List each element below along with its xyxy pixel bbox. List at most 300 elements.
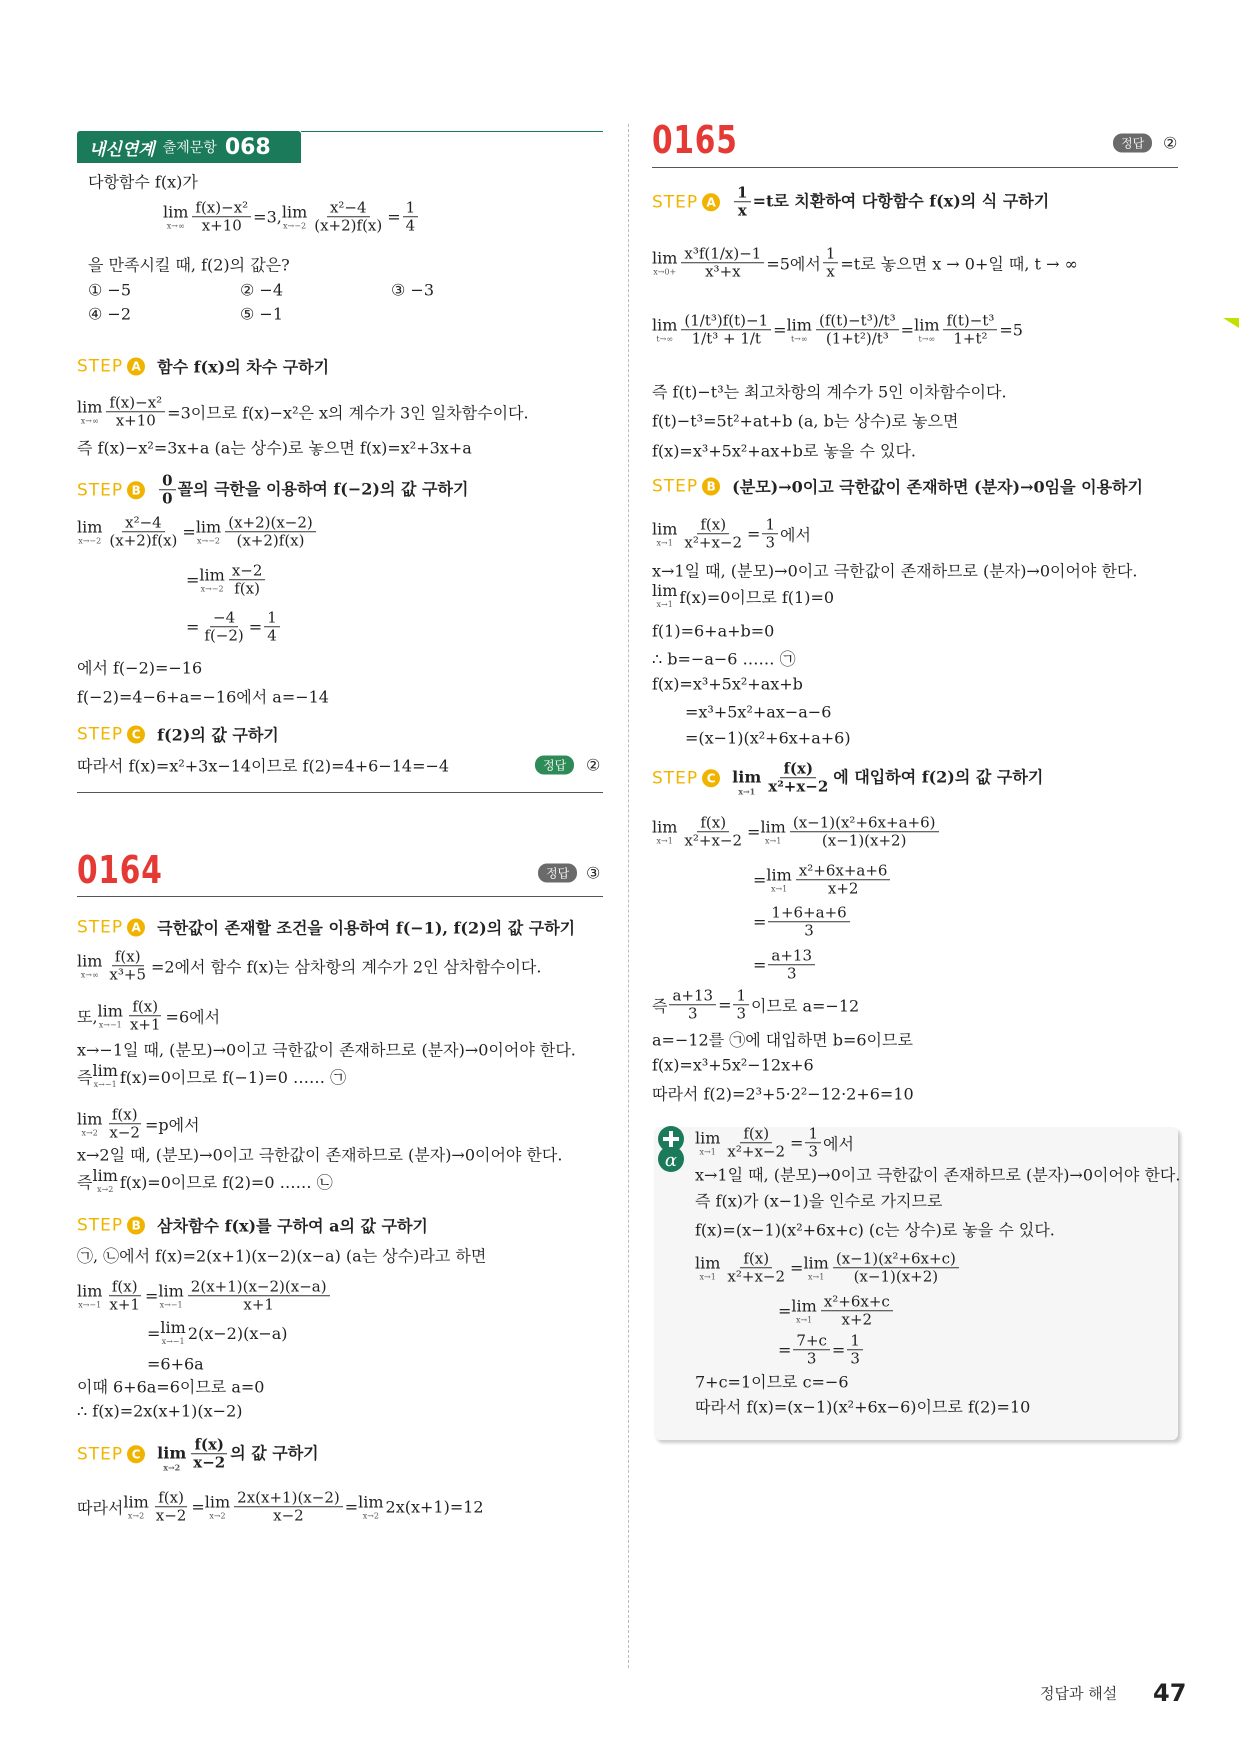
limit-operator xyxy=(791,1298,816,1324)
numerator: f(x)−x² xyxy=(106,394,165,412)
limit-operator xyxy=(695,1130,720,1156)
numerator: f(x) xyxy=(109,1106,141,1124)
text-run: = xyxy=(900,320,915,340)
step-label: STEP xyxy=(652,476,699,496)
limit-subscript: t→∞ xyxy=(656,334,673,343)
fraction xyxy=(796,862,891,898)
step-label: STEP xyxy=(77,1215,124,1235)
text-run: =3, xyxy=(253,207,282,227)
denominator: 3 xyxy=(736,1004,747,1023)
text-run: = xyxy=(144,1286,159,1306)
numerator: 1 xyxy=(805,1125,821,1143)
limit-subscript: x→2 xyxy=(97,1185,114,1194)
limit-operator xyxy=(760,819,785,845)
section-divider xyxy=(77,792,603,793)
solution-line xyxy=(695,1250,961,1286)
solution-line xyxy=(77,1106,200,1142)
lim-word: lim xyxy=(803,1253,829,1272)
answer-badge: 정답 xyxy=(1113,134,1152,153)
fraction xyxy=(790,814,939,850)
text-run: = xyxy=(344,1497,359,1517)
limit-operator xyxy=(160,1320,185,1346)
solution-line xyxy=(695,1125,854,1161)
limit-operator xyxy=(358,1494,383,1520)
limit-subscript: x→0+ xyxy=(653,267,677,276)
numerator: x²+6x+a+6 xyxy=(796,862,891,880)
lim-word: lim xyxy=(281,202,308,221)
step-letter-B: B xyxy=(127,1216,145,1234)
numerator: f(x) xyxy=(191,1436,227,1454)
step-title xyxy=(157,916,575,939)
numerator: 1 xyxy=(823,245,839,263)
limit-subscript: x→1 xyxy=(699,1147,716,1156)
lim-word: lim xyxy=(77,517,103,536)
problem-number-0165: 0165 xyxy=(652,118,738,162)
numerator: f(x) xyxy=(129,998,161,1016)
solution-line xyxy=(652,1056,814,1075)
limit-subscript: x→−1 xyxy=(98,1020,122,1029)
solution-line xyxy=(652,987,859,1023)
solution-line xyxy=(695,1163,1180,1186)
denominator: 3 xyxy=(806,1349,817,1368)
numerator: 1 xyxy=(403,199,419,217)
text-run: = xyxy=(186,570,200,590)
step-title xyxy=(157,1214,428,1237)
text-run: 2x(x+1)=12 xyxy=(385,1497,484,1517)
numerator: x²−4 xyxy=(327,199,370,217)
denominator: x²+x−2 xyxy=(768,777,829,796)
limit-operator xyxy=(652,521,677,547)
step-title xyxy=(157,723,279,746)
step-label: STEP xyxy=(77,917,124,937)
lim-word: lim xyxy=(695,1253,721,1272)
lim-word: lim xyxy=(92,1166,118,1185)
text-run: 즉 xyxy=(77,1172,93,1192)
numerator: (1/t³)f(t)−1 xyxy=(681,312,771,330)
solution-line xyxy=(685,703,831,722)
text-run: f(x)=0이므로 f(2)=0 …… ㉡ xyxy=(119,1172,333,1192)
limit-subscript: x→2 xyxy=(163,1462,181,1473)
solution-line xyxy=(77,394,529,430)
fraction xyxy=(821,1293,893,1329)
denominator: x−2 xyxy=(109,1123,140,1142)
numerator: 2(x+1)(x−2)(x−a) xyxy=(188,1278,330,1296)
text-run: 극한값이 존재할 조건을 이용하여 f(−1), f(2)의 값 구하기 xyxy=(157,918,576,938)
solution-line xyxy=(186,609,282,645)
numerator: (x−1)(x²+6x+c) xyxy=(833,1250,959,1268)
text-run: 다항함수 f(x)가 xyxy=(88,172,198,192)
numerator: (x+2)(x−2) xyxy=(225,514,316,532)
text-run: f(x)=x³+5x²+ax+b xyxy=(652,674,803,694)
denominator: x−2 xyxy=(155,1506,187,1525)
text-run: = xyxy=(773,320,787,340)
step-heading xyxy=(77,723,279,746)
step-title xyxy=(157,472,468,508)
text-run: 이때 6+6a=6이므로 a=0 xyxy=(77,1377,265,1397)
step-letter-C: C xyxy=(127,725,145,743)
limit-subscript: t→∞ xyxy=(790,334,808,343)
text-run: = xyxy=(248,617,263,637)
fraction xyxy=(816,312,899,348)
fraction xyxy=(681,245,764,281)
solution-line xyxy=(695,1395,1030,1418)
numerator: −4 xyxy=(210,609,238,627)
column-divider xyxy=(628,124,629,1668)
text-run: = xyxy=(747,524,761,544)
text-run: 따라서 f(2)=2³+5·2²−12·2+6=10 xyxy=(652,1084,914,1104)
numerator: f(x) xyxy=(112,948,144,966)
lim-word: lim xyxy=(157,1443,187,1463)
solution-line xyxy=(77,1278,332,1314)
lim-word: lim xyxy=(652,581,678,600)
header-number: 068 xyxy=(224,134,271,160)
text-run: f(x)=0이므로 f(−1)=0 …… ㉠ xyxy=(119,1067,347,1087)
lim-word: lim xyxy=(766,865,792,884)
limit-operator xyxy=(205,1494,230,1520)
solution-line xyxy=(695,1218,1055,1241)
denominator: 4 xyxy=(405,216,416,235)
text-run: 에서 f(−2)=−16 xyxy=(77,658,203,678)
limit-operator xyxy=(787,317,812,343)
text-run: 2(x−2)(x−a) xyxy=(187,1323,288,1343)
fraction xyxy=(847,1332,863,1368)
denominator: f(x) xyxy=(234,579,260,598)
denominator: (1+t²)/t³ xyxy=(825,329,889,348)
numerator: x²+6x+c xyxy=(821,1293,893,1311)
numerator: f(x)−x² xyxy=(192,199,251,217)
limit-operator xyxy=(77,399,102,425)
solution-line xyxy=(77,1244,486,1267)
fraction xyxy=(768,947,815,983)
limit-subscript: x→−2 xyxy=(283,221,307,230)
limit-subscript: x→1 xyxy=(699,1272,716,1281)
solution-line xyxy=(652,814,941,850)
fraction xyxy=(188,1278,330,1314)
text-run: = xyxy=(778,1340,792,1360)
step-label: STEP xyxy=(652,192,699,212)
numerator: f(x) xyxy=(780,760,816,778)
text-run: = xyxy=(790,1258,804,1278)
text-run: 7+c=1이므로 c=−6 xyxy=(695,1372,849,1392)
text-run: =5 xyxy=(999,320,1023,340)
fraction xyxy=(724,1250,788,1286)
numerator: x²−4 xyxy=(122,514,165,532)
lim-word: lim xyxy=(652,248,678,267)
solution-line xyxy=(147,1320,288,1346)
text-run: 즉 f(t)−t³는 최고차항의 계수가 5인 이차함수이다. xyxy=(652,382,1007,402)
limit-subscript: x→1 xyxy=(764,836,782,845)
limit-subscript: x→∞ xyxy=(166,221,185,230)
fraction xyxy=(127,998,164,1034)
denominator: 3 xyxy=(808,1142,818,1161)
solution-line xyxy=(163,199,420,235)
solution-line xyxy=(77,656,202,679)
limit-subscript: x→−2 xyxy=(78,536,102,545)
text-run: 이므로 a=−12 xyxy=(751,996,860,1016)
text-run: 즉 xyxy=(652,996,668,1016)
lim-word: lim xyxy=(163,202,189,221)
limit-subscript: x→1 xyxy=(807,1272,825,1281)
fraction xyxy=(681,516,745,552)
limit-subscript: x→−1 xyxy=(93,1080,117,1089)
limit-operator xyxy=(914,317,939,343)
fraction xyxy=(833,1250,959,1286)
denominator: x²+x−2 xyxy=(684,533,743,552)
text-run: =3이므로 f(x)−x²은 x의 계수가 3인 일차함수이다. xyxy=(167,403,529,423)
denominator: (x−1)(x+2) xyxy=(821,831,907,850)
numerator: f(x) xyxy=(697,516,729,534)
numerator: x−2 xyxy=(229,562,266,580)
step-letter-B: B xyxy=(127,481,145,499)
text-run: f(2)의 값 구하기 xyxy=(157,725,279,745)
fraction xyxy=(106,514,180,550)
lim-word: lim xyxy=(652,519,678,538)
text-run: = xyxy=(790,1133,804,1153)
text-run: f(−2)=4−6+a=−16에서 a=−14 xyxy=(77,687,329,707)
lim-word: lim xyxy=(158,1281,184,1300)
text-run: =5에서 xyxy=(766,254,821,274)
denominator: 1+t² xyxy=(953,329,988,348)
denominator: 3 xyxy=(850,1349,860,1368)
solution-line xyxy=(753,904,852,940)
header-sub: 출제문항 xyxy=(162,140,217,156)
answer-badge: 정답 xyxy=(538,864,577,883)
limit-subscript: x→−1 xyxy=(78,1300,102,1309)
solution-line xyxy=(652,439,916,462)
fraction xyxy=(192,199,251,235)
fraction xyxy=(201,609,246,645)
limit-subscript: x→1 xyxy=(770,884,788,893)
step-letter-A: A xyxy=(127,918,145,936)
denominator: x+10 xyxy=(115,411,156,430)
denominator: 3 xyxy=(786,964,797,983)
solution-line xyxy=(88,170,198,193)
solution-line xyxy=(652,583,834,609)
step-heading xyxy=(77,1436,319,1472)
denominator: x+1 xyxy=(243,1295,274,1314)
denominator: x+10 xyxy=(201,216,242,235)
limit-operator xyxy=(652,250,677,276)
answer-value: ② xyxy=(1163,133,1178,153)
denominator: x³+x xyxy=(705,262,741,281)
solution-line xyxy=(652,312,1023,348)
plus-alpha-icon xyxy=(655,1125,687,1173)
solution-line xyxy=(77,1038,576,1061)
limit-operator xyxy=(652,317,677,343)
denominator: (x+2)f(x) xyxy=(314,216,383,235)
lim-word: lim xyxy=(160,1318,186,1337)
step-letter-A: A xyxy=(702,193,720,211)
text-run: x→1일 때, (분모)→0이고 극한값이 존재하므로 (분자)→0이어야 한다. xyxy=(695,1165,1181,1185)
page-number: 47 xyxy=(1153,1679,1187,1707)
limit-subscript: x→1 xyxy=(656,538,673,547)
text-run: 에 대입하여 f(2)의 값 구하기 xyxy=(833,767,1044,787)
denominator: x−2 xyxy=(193,1453,226,1472)
text-run: = xyxy=(778,1301,792,1321)
text-run: 의 값 구하기 xyxy=(230,1443,319,1463)
step-title xyxy=(732,184,1049,220)
denominator: x²+x−2 xyxy=(727,1267,786,1286)
limit-operator xyxy=(766,867,791,893)
numerator: 1 xyxy=(264,609,280,627)
numerator: 1 xyxy=(733,987,749,1005)
text-run: x→−1일 때, (분모)→0이고 극한값이 존재하므로 (분자)→0이어야 한다. xyxy=(77,1040,576,1060)
solution-line xyxy=(778,1293,895,1329)
text-run: =t로 놓으면 x → 0+일 때, t → ∞ xyxy=(840,254,1078,274)
text-run: x→1일 때, (분모)→0이고 극한값이 존재하므로 (분자)→0이어야 한다. xyxy=(652,561,1138,581)
numerator: (f(t)−t³)/t³ xyxy=(816,312,899,330)
limit-operator xyxy=(98,1003,123,1029)
source-header-bar xyxy=(77,131,301,163)
fraction xyxy=(264,609,280,645)
denominator: 4 xyxy=(267,626,277,645)
limit-operator xyxy=(77,1283,102,1309)
text-run: =6에서 xyxy=(165,1007,221,1027)
numerator: x³f(1/x)−1 xyxy=(681,245,764,263)
solution-line xyxy=(77,1063,346,1089)
solution-line xyxy=(778,1332,865,1368)
solution-line xyxy=(652,380,1007,403)
answer-badge: 정답 xyxy=(535,756,574,775)
solution-line xyxy=(652,675,803,694)
solution-line xyxy=(652,647,796,670)
text-run: ∴ b=−a−6 …… ㉠ xyxy=(652,649,796,669)
denominator: (x+2)f(x) xyxy=(236,531,305,550)
step-heading xyxy=(652,184,1049,220)
step-title xyxy=(157,355,329,378)
text-run: =x³+5x²+ax−a−6 xyxy=(685,702,832,722)
lim-word: lim xyxy=(204,1492,231,1511)
lim-word: lim xyxy=(358,1492,384,1511)
solution-line xyxy=(77,754,449,777)
answer-value: ③ xyxy=(586,863,601,883)
text-run: 즉 f(x)가 (x−1)을 인수로 가지므로 xyxy=(695,1191,943,1211)
limit-operator xyxy=(77,953,102,979)
limit-subscript: x→2 xyxy=(209,1511,226,1520)
solution-line xyxy=(77,998,220,1034)
step-label: STEP xyxy=(652,768,699,788)
limit-operator xyxy=(92,1168,117,1194)
denominator: x+1 xyxy=(109,1295,140,1314)
numerator: f(x) xyxy=(109,1278,141,1296)
limit-subscript: x→1 xyxy=(738,786,756,797)
fraction xyxy=(765,760,831,796)
limit-operator xyxy=(199,567,224,593)
limit-subscript: x→1 xyxy=(656,836,673,845)
text-run: x→2일 때, (분모)→0이고 극한값이 존재하므로 (분자)→0이어야 한다. xyxy=(77,1145,563,1165)
step-title xyxy=(732,760,1043,796)
footer-label: 정답과 해설 xyxy=(1040,1684,1118,1703)
step-heading xyxy=(77,1214,428,1237)
fraction xyxy=(106,1106,143,1142)
fraction xyxy=(762,516,778,552)
lim-word: lim xyxy=(195,517,222,536)
lim-word: lim xyxy=(97,1001,123,1020)
denominator: 1/t³ + 1/t xyxy=(691,329,761,348)
choice-2: ② −4 xyxy=(240,280,284,300)
solution-line xyxy=(77,436,472,459)
step-letter-C: C xyxy=(702,769,720,787)
text-run: 함수 f(x)의 차수 구하기 xyxy=(157,357,330,377)
step-heading xyxy=(77,916,575,939)
limit-operator xyxy=(158,1283,183,1309)
numerator: 0 xyxy=(159,472,175,490)
step-heading xyxy=(77,355,329,378)
numerator: (x−1)(x²+6x+a+6) xyxy=(790,814,939,832)
solution-line xyxy=(652,622,774,641)
solution-line xyxy=(652,516,811,552)
text-run: ∴ f(x)=2x(x+1)(x−2) xyxy=(77,1401,243,1421)
choice-4: ④ −2 xyxy=(88,304,132,324)
limit-operator xyxy=(803,1255,828,1281)
lim-word: lim xyxy=(92,1061,118,1080)
lim-word: lim xyxy=(791,1296,817,1315)
denominator: x+2 xyxy=(827,879,859,898)
limit-subscript: x→−2 xyxy=(200,584,224,593)
fraction xyxy=(681,814,745,850)
text-run: 따라서 f(x)=x²+3x−14이므로 f(2)=4+6−14=−4 xyxy=(77,756,450,776)
limit-operator xyxy=(157,1443,187,1473)
numerator: f(t)−t³ xyxy=(943,312,997,330)
solution-line xyxy=(77,948,541,984)
solution-line xyxy=(753,862,892,898)
text-run: 즉 xyxy=(77,1067,93,1087)
denominator: x xyxy=(737,201,747,220)
text-run: = xyxy=(747,822,761,842)
header-rule xyxy=(301,131,603,132)
lim-word: lim xyxy=(77,1109,103,1128)
solution-line xyxy=(753,947,817,983)
text-run: 에서 xyxy=(779,525,811,545)
step-letter-A: A xyxy=(127,357,145,375)
solution-line xyxy=(186,562,267,598)
solution-line xyxy=(77,1402,243,1421)
step-title xyxy=(732,475,1143,498)
solution-line xyxy=(652,409,958,432)
text-run: f(1)=6+a+b=0 xyxy=(652,621,775,641)
fraction xyxy=(153,1489,190,1525)
lim-word: lim xyxy=(123,1492,149,1511)
step-letter-B: B xyxy=(702,477,720,495)
limit-subscript: x→1 xyxy=(795,1315,813,1324)
limit-subscript: x→−1 xyxy=(159,1300,183,1309)
limit-subscript: x→−1 xyxy=(161,1337,185,1346)
text-run: f(t)−t³=5t²+at+b (a, b는 상수)로 놓으면 xyxy=(652,411,959,431)
text-run: =6+6a xyxy=(147,1354,204,1374)
lim-word: lim xyxy=(652,817,678,836)
limit-subscript: x→2 xyxy=(81,1128,98,1137)
denominator: x+1 xyxy=(129,1015,161,1034)
svg-text:α: α xyxy=(664,1150,678,1171)
limit-operator xyxy=(282,204,307,230)
text-run: 따라서 xyxy=(77,1498,124,1518)
limit-subscript: x→∞ xyxy=(80,416,99,425)
text-run: f(x)=x³+5x²−12x+6 xyxy=(652,1055,814,1075)
denominator: (x+2)f(x) xyxy=(109,531,178,550)
denominator: (x−1)(x+2) xyxy=(853,1267,939,1286)
limit-operator xyxy=(652,819,677,845)
choice-3: ③ −3 xyxy=(391,280,435,300)
limit-operator xyxy=(732,767,762,797)
step-label: STEP xyxy=(77,724,124,744)
fraction xyxy=(805,1125,821,1161)
step-label: STEP xyxy=(77,480,124,500)
solution-line xyxy=(695,1370,849,1393)
page-edge-marker xyxy=(1223,318,1239,328)
numerator: f(x) xyxy=(740,1125,772,1143)
text-run: = xyxy=(182,522,196,542)
fraction xyxy=(793,1332,830,1368)
